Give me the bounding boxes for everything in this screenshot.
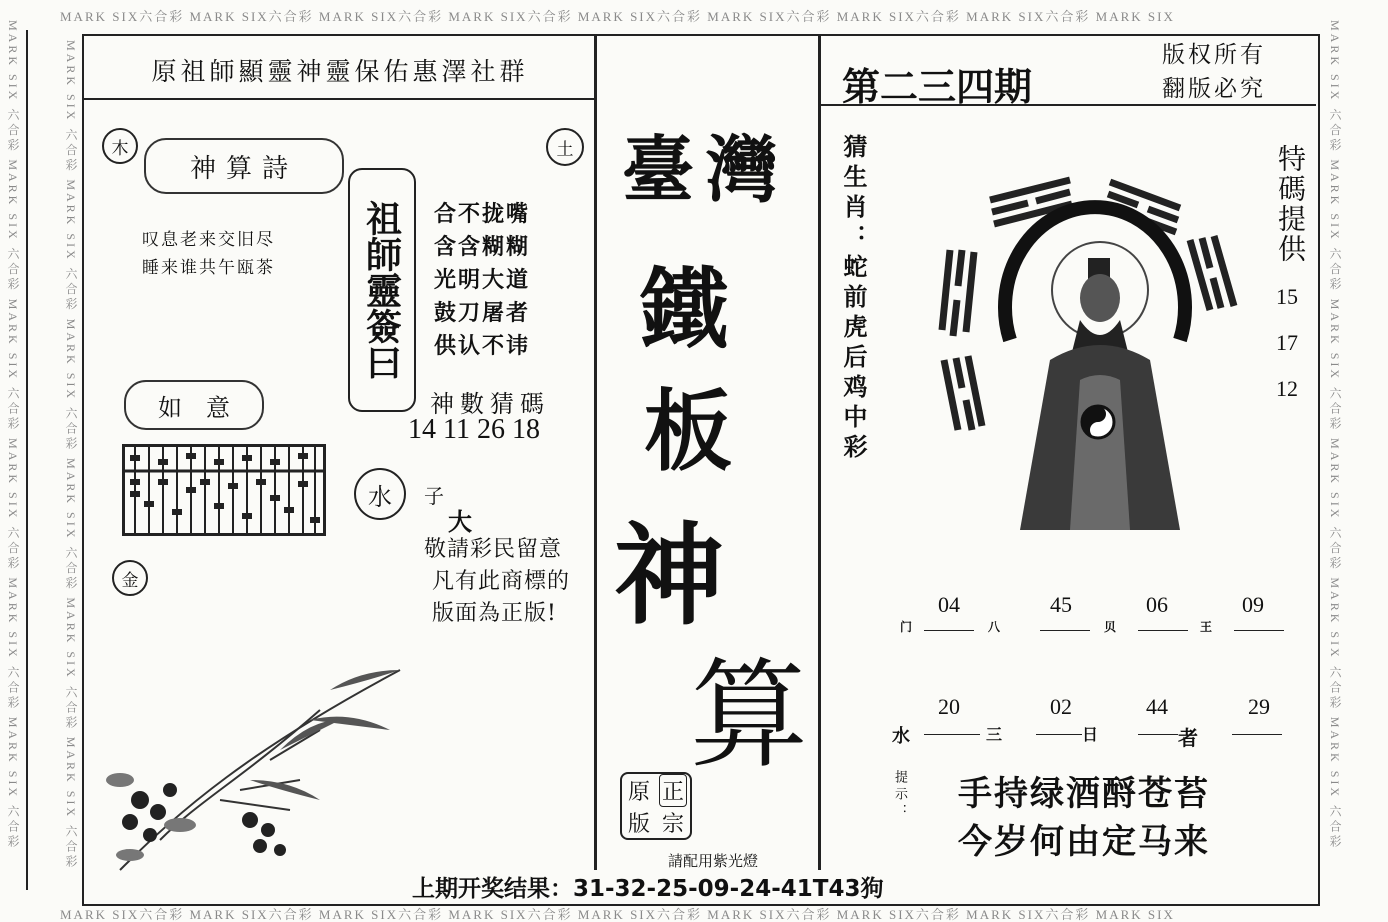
code-label: 三 bbox=[986, 725, 1003, 744]
oracle-title: 祖師靈簽曰 bbox=[348, 168, 416, 412]
code-label: 水 bbox=[892, 726, 910, 747]
bamboo-illustration bbox=[100, 650, 420, 880]
watermark-bottom: MARK SIX六合彩 MARK SIX六合彩 MARK SIX六合彩 MARK SIX六合彩 MARK SIX六合彩 MARK SIX六合彩 MARK SIX六合彩 MARK SIX六合彩 MARK SIX bbox=[60, 907, 1175, 922]
left-border-line bbox=[26, 30, 28, 890]
seal-char: 宗 bbox=[661, 812, 684, 837]
code-underline bbox=[924, 734, 980, 735]
notice-line: 版面為正版! bbox=[432, 601, 557, 626]
code-number: 20 bbox=[938, 694, 960, 719]
code-underline bbox=[1138, 734, 1178, 735]
authentic-seal bbox=[620, 772, 692, 840]
sage-figure-icon bbox=[1020, 258, 1180, 530]
shenshu-numbers: 14 11 26 18 bbox=[408, 414, 540, 445]
poem-line: 叹息老来交旧尽 bbox=[142, 230, 275, 250]
code-number: 04 bbox=[938, 592, 960, 617]
oracle-lines bbox=[434, 198, 530, 363]
abacus-image bbox=[122, 444, 326, 536]
rights-block bbox=[1162, 38, 1266, 106]
title-char-calc: 算 bbox=[690, 646, 809, 784]
watermark-left-outer: MARK SIX 六合彩 MARK SIX 六合彩 MARK SIX 六合彩 MARK SIX 六合彩 MARK SIX 六合彩 MARK SIX 六合彩 bbox=[6, 20, 20, 851]
bagua-sage-illustration bbox=[930, 160, 1250, 560]
hint-poem bbox=[958, 770, 1210, 866]
code-underline bbox=[924, 630, 974, 631]
title-char-god: 神 bbox=[614, 511, 724, 640]
element-wood: 木 bbox=[102, 128, 138, 164]
code-label: 者 bbox=[1178, 726, 1198, 750]
last-draw-result: 上期开奖结果：31-32-25-09-24-41T43狗 bbox=[408, 870, 887, 903]
element-metal: 金 bbox=[112, 560, 148, 596]
shenshu-label: 神數猜碼 bbox=[430, 390, 550, 418]
notice-line: 敬請彩民留意 bbox=[424, 537, 563, 562]
notice-line: 凡有此商標的 bbox=[432, 569, 571, 594]
ruyi-label: 如 意 bbox=[124, 380, 264, 430]
code-underline bbox=[1040, 630, 1090, 631]
seal-char: 版 bbox=[627, 812, 650, 837]
abacus-icon bbox=[125, 447, 323, 533]
notice-block bbox=[424, 534, 570, 630]
zodiac-guess: 猜生肖：蛇前虎后鸡中彩 bbox=[839, 134, 868, 464]
seal-char: 原 bbox=[627, 780, 650, 805]
zi-char: 子 bbox=[424, 484, 444, 508]
code-label: 门 bbox=[900, 620, 913, 634]
poem-title: 神算詩 bbox=[144, 138, 344, 194]
oracle-line: 供认不讳 bbox=[434, 333, 531, 359]
poem-block bbox=[142, 226, 275, 282]
element-earth: 土 bbox=[546, 128, 584, 166]
code-number: 09 bbox=[1242, 592, 1264, 617]
left-header: 原祖師顯靈神靈保佑惠澤社群 bbox=[151, 57, 529, 86]
special-number: 12 bbox=[1276, 376, 1298, 401]
oracle-line: 含含糊糊 bbox=[434, 234, 531, 260]
code-underline bbox=[1234, 630, 1284, 631]
hint-line: 手持绿酒酹苍苔 bbox=[958, 774, 1210, 814]
uv-light-note: 請配用紫光燈 bbox=[668, 852, 759, 870]
element-water: 水 bbox=[354, 468, 406, 520]
divider-left bbox=[594, 34, 597, 902]
special-number: 17 bbox=[1276, 330, 1298, 355]
code-underline bbox=[1036, 734, 1082, 735]
code-number: 06 bbox=[1146, 592, 1168, 617]
watermark-left-inner: MARK SIX 六合彩 MARK SIX 六合彩 MARK SIX 六合彩 MARK SIX 六合彩 MARK SIX 六合彩 MARK SIX 六合彩 bbox=[64, 40, 78, 871]
title-char-iron: 鐵 bbox=[640, 257, 729, 361]
code-label: 日 bbox=[1082, 725, 1099, 744]
oracle-line: 鼓刀屠者 bbox=[434, 300, 531, 326]
da-char: 大 bbox=[448, 507, 472, 536]
seal-char: 正 bbox=[659, 774, 687, 807]
code-number: 02 bbox=[1050, 694, 1072, 719]
code-number: 29 bbox=[1248, 694, 1270, 719]
divider-right bbox=[818, 34, 821, 902]
code-label: 八 bbox=[988, 620, 1001, 634]
poem-line: 睡来谁共午瓯茶 bbox=[142, 258, 275, 278]
code-number: 45 bbox=[1050, 592, 1072, 617]
hint-label: 提示： bbox=[892, 770, 907, 821]
code-underline bbox=[1138, 630, 1188, 631]
rights-line: 翻版必究 bbox=[1162, 76, 1266, 102]
watermark-top: MARK SIX六合彩 MARK SIX六合彩 MARK SIX六合彩 MARK SIX六合彩 MARK SIX六合彩 MARK SIX六合彩 MARK SIX六合彩 MARK SIX六合彩 MARK SIX bbox=[60, 9, 1175, 24]
title-char-board: 板 bbox=[644, 379, 733, 483]
watermark-right: MARK SIX 六合彩 MARK SIX 六合彩 MARK SIX 六合彩 MARK SIX 六合彩 MARK SIX 六合彩 MARK SIX 六合彩 bbox=[1328, 20, 1342, 851]
rights-line: 版权所有 bbox=[1162, 42, 1266, 68]
issue-number: 第二三四期 bbox=[842, 64, 1033, 109]
code-number: 44 bbox=[1146, 694, 1168, 719]
special-label: 特碼提供 bbox=[1274, 144, 1307, 264]
code-label: 贝 bbox=[1104, 620, 1117, 634]
left-header-rule bbox=[84, 98, 594, 100]
oracle-line: 光明大道 bbox=[434, 267, 531, 293]
code-label: 王 bbox=[1200, 620, 1213, 634]
special-number: 15 bbox=[1276, 284, 1298, 309]
title-taiwan: 臺灣 bbox=[621, 127, 790, 212]
code-underline bbox=[1232, 734, 1282, 735]
hint-line: 今岁何由定马来 bbox=[958, 822, 1210, 862]
oracle-line: 合不拢嘴 bbox=[434, 201, 531, 227]
